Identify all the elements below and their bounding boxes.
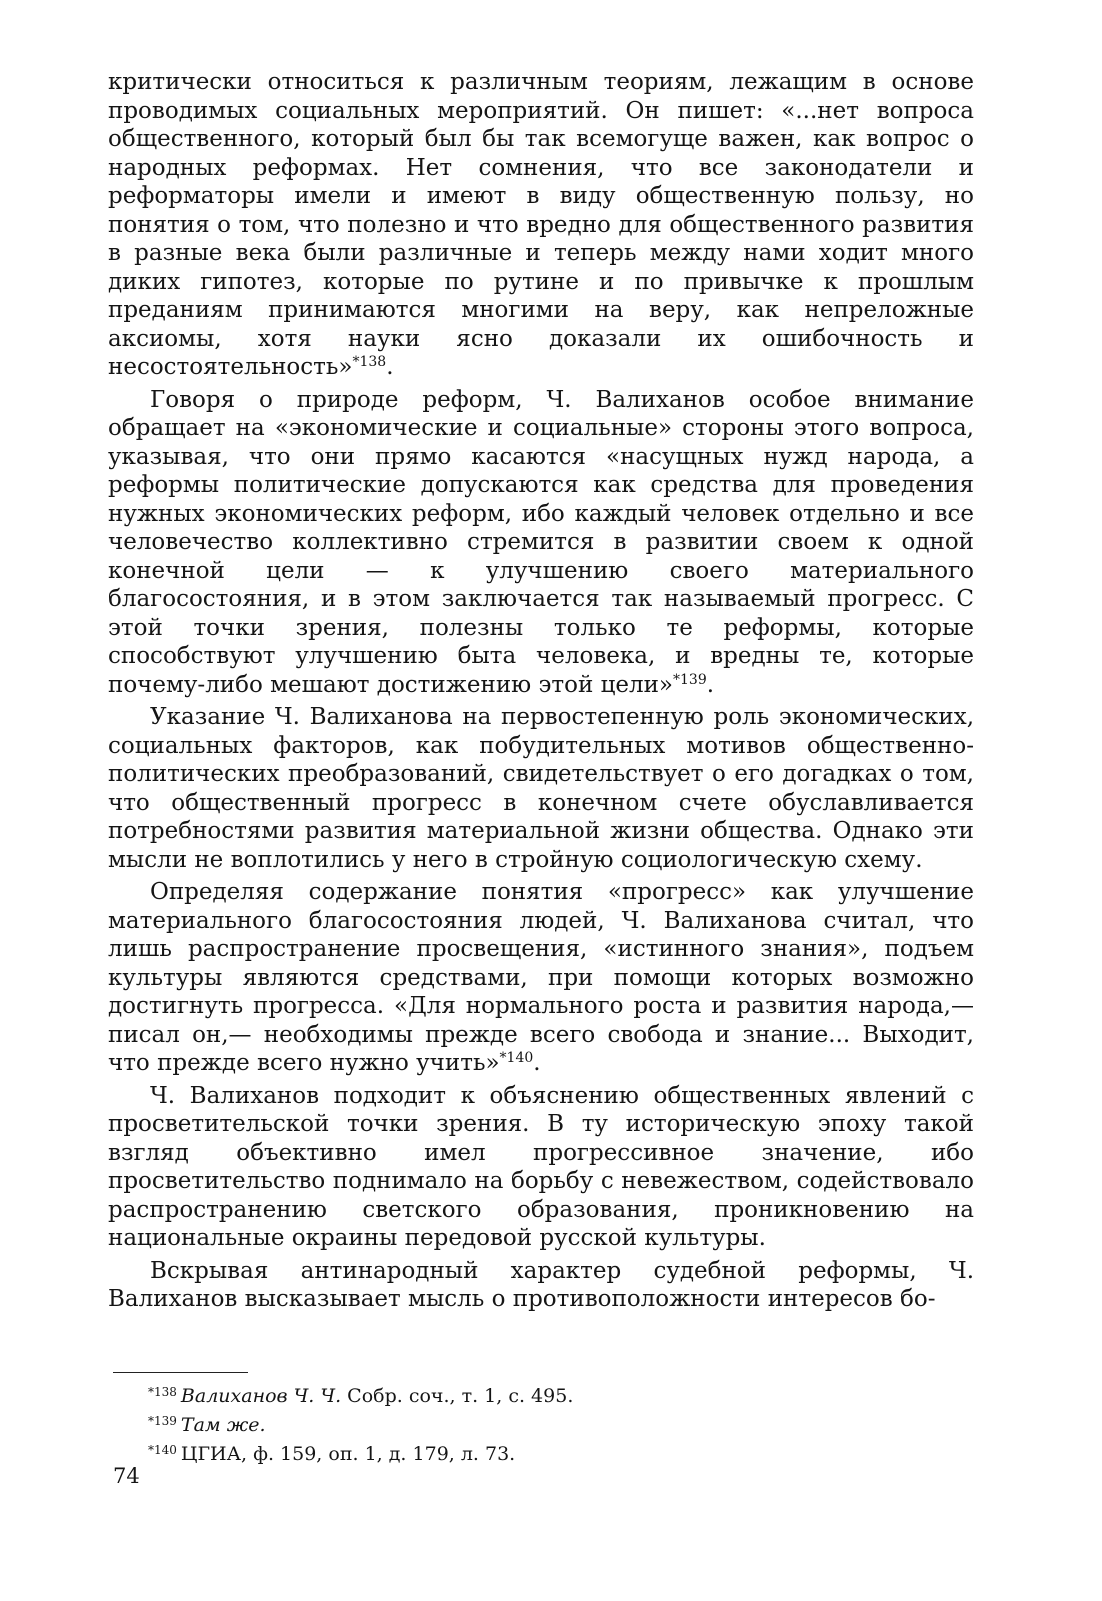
paragraph-text: Говоря о природе реформ, Ч. Валиханов особое внимание обращает на «экономические и социальные» стороны этого вопроса, указывая, что они прямо касаются «насущных нужд народа, а реформы политические допускаются как средства для проведения нужных экономических реформ, ибо каждый человек отдельно и все человечество коллективно стремится в развитии своем к одной конечной цели — к улучшению своего материального благосостояния, и в этом заключается так называемый прогресс. С этой точки зрения, полезны только те реформы, которые способствуют улучшению быта человека, и вредны те, которые почему-либо мешают достижению этой цели» <box>108 386 974 698</box>
footnote <box>148 1380 848 1409</box>
paragraph-end: . <box>706 671 715 698</box>
footnote-text: ЦГИА, ф. 159, оп. 1, д. 179, л. 73. <box>180 1443 516 1465</box>
footnote-mark: *138 <box>148 1385 177 1399</box>
paragraph-text: Вскрывая антинародный характер судебной реформы, Ч. Валиханов высказывает мысль о противоположности интересов бо- <box>108 1257 974 1312</box>
paragraph-text: Ч. Валиханов подходит к объяснению общественных явлений с просветительской точки зрения. В ту историческую эпоху такой взгляд объективно имел прогрессивное значение, ибо просветительство поднимало на борьбу с невежеством, содействовало распространению светского образования, проникновению на национальные окраины передовой русской культуры. <box>108 1082 974 1251</box>
paragraph <box>108 703 974 874</box>
paragraph <box>108 1082 974 1253</box>
footnote-mark: *140 <box>148 1443 177 1457</box>
paragraph-end: . <box>533 1050 541 1076</box>
paragraph-text: Определяя содержание понятия «прогресс» как улучшение материального благосостояния людей, Ч. Валиханова считал, что лишь распространение просвещения, «истинного знания», подъем культуры являются средствами, при помощи которых возможно достигнуть прогресса. «Для нормального роста и развития народа,— писал он,— необходимы прежде всего свобода и знание... Выходит, что прежде всего нужно учить» <box>108 879 974 1076</box>
footnote-text: Собр. соч., т. 1, с. 495. <box>341 1385 574 1407</box>
footnote-separator <box>113 1372 248 1373</box>
footnote-reference: *138 <box>352 354 387 370</box>
footnote-mark: *139 <box>148 1414 177 1428</box>
footnotes <box>148 1380 848 1467</box>
footnote-reference: *140 <box>499 1050 534 1066</box>
footnote <box>148 1438 848 1467</box>
paragraph-text: Указание Ч. Валиханова на первостепенную роль экономических, социальных факторов, как побудительных мотивов общественно-политических преобразований, свидетельствует о его догадках о том, что общественный прогресс в конечном счете обуславливается потребностями развития материальной жизни общества. Однако эти мысли не воплотились у него в стройную социологическую схему. <box>108 704 974 873</box>
footnote-author: Валиханов Ч. Ч. <box>180 1385 342 1407</box>
footnote-author: Там же. <box>180 1414 266 1436</box>
paragraph <box>108 68 974 382</box>
paragraph-text: критически относиться к различным теориям, лежащим в основе проводимых социальных мероприятий. Он пишет: «...нет вопроса общественного, который был бы так всемогуще важен, как вопрос о народных реформах. Нет сомнения, что все законодатели и реформаторы имели и имеют в виду общественную пользу, но понятия о том, что полезно и что вредно для общественного развития в разные века были различные и теперь между нами ходит много диких гипотез, которые по рутине и по привычке к прошлым преданиям принимаются многими на веру, как непреложные аксиомы, хотя науки ясно доказали их ошибочность и несостоятельность» <box>108 69 974 380</box>
footnote-reference: *139 <box>673 671 707 688</box>
page-number: 74 <box>113 1464 140 1488</box>
body-text <box>108 68 974 1318</box>
paragraph <box>108 878 974 1078</box>
paragraph <box>108 386 974 700</box>
paragraph-end: . <box>386 354 394 380</box>
footnote <box>148 1409 848 1438</box>
paragraph <box>108 1257 974 1314</box>
